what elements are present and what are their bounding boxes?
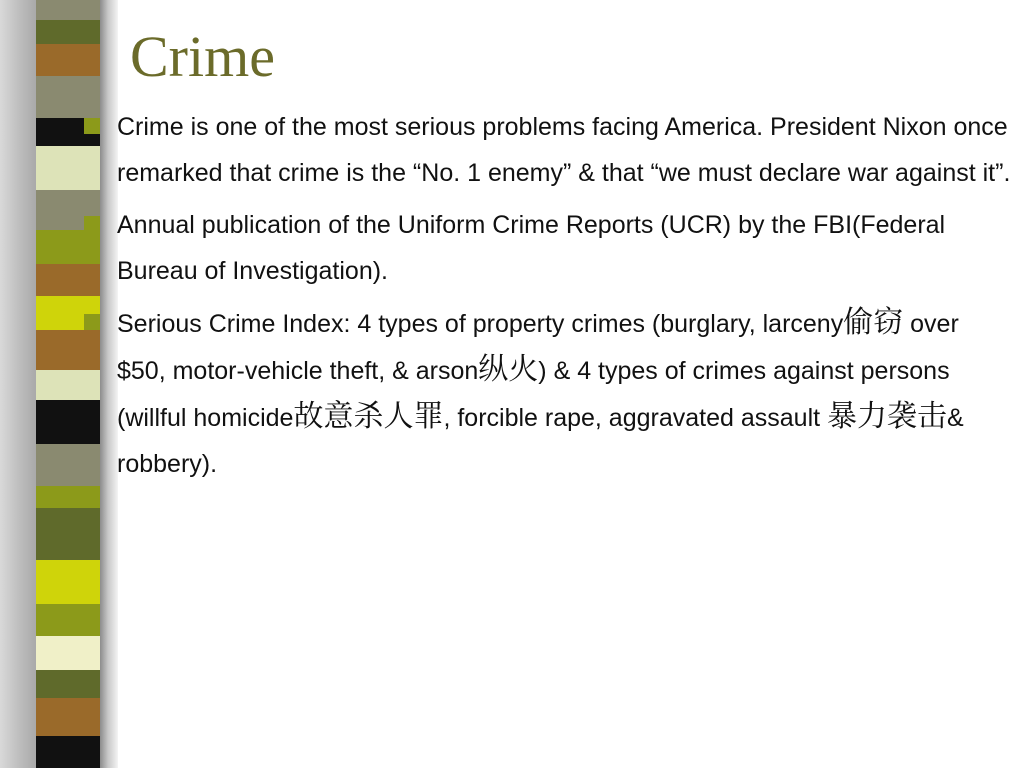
square-bullet-icon	[84, 118, 100, 134]
decorative-stripe	[36, 604, 100, 636]
decorative-stripe	[36, 698, 100, 736]
slide-title: Crime	[130, 24, 275, 89]
bullet-text-part: Serious Crime Index: 4 types of property crimes (burglary, larceny	[117, 310, 844, 338]
decorative-stripe	[36, 736, 100, 768]
decorative-stripe	[36, 44, 100, 76]
square-bullet-icon	[84, 216, 100, 232]
decorative-stripe	[36, 0, 100, 20]
bullet-item	[84, 104, 1014, 196]
bullet-chinese-term: 偷窃	[843, 305, 904, 340]
bullet-text-part: , forcible rape, aggravated assault	[443, 404, 828, 432]
bullet-chinese-term: 故意杀人罪	[293, 399, 444, 434]
bullet-item	[84, 300, 1014, 487]
square-bullet-icon	[84, 314, 100, 330]
bullet-text-part: over $50, motor-vehicle theft, & arson	[117, 310, 959, 385]
decorative-stripe	[36, 508, 100, 560]
decorative-stripe	[36, 670, 100, 698]
bullet-text: Annual publication of the Uniform Crime Reports (UCR) by the FBI(Federal Bureau of Investigation).	[117, 211, 946, 285]
bullet-list	[84, 104, 1014, 493]
bullet-text: Crime is one of the most serious problems facing America. President Nixon once remarked that crime is the “No. 1 enemy” & that “we must declare war against it”.	[117, 113, 1011, 187]
bullet-text-part: ) & 4 types of crimes against persons (willful homicide	[117, 357, 950, 432]
decorative-stripe	[36, 20, 100, 44]
decorative-stripe	[36, 636, 100, 670]
decorative-stripe	[36, 560, 100, 604]
decorative-shade-left	[0, 0, 36, 768]
bullet-chinese-term: 纵火	[478, 352, 539, 387]
bullet-chinese-term: 暴力袭击	[827, 399, 948, 434]
bullet-item	[84, 202, 1014, 294]
bullet-text-part: & robbery).	[117, 404, 964, 478]
